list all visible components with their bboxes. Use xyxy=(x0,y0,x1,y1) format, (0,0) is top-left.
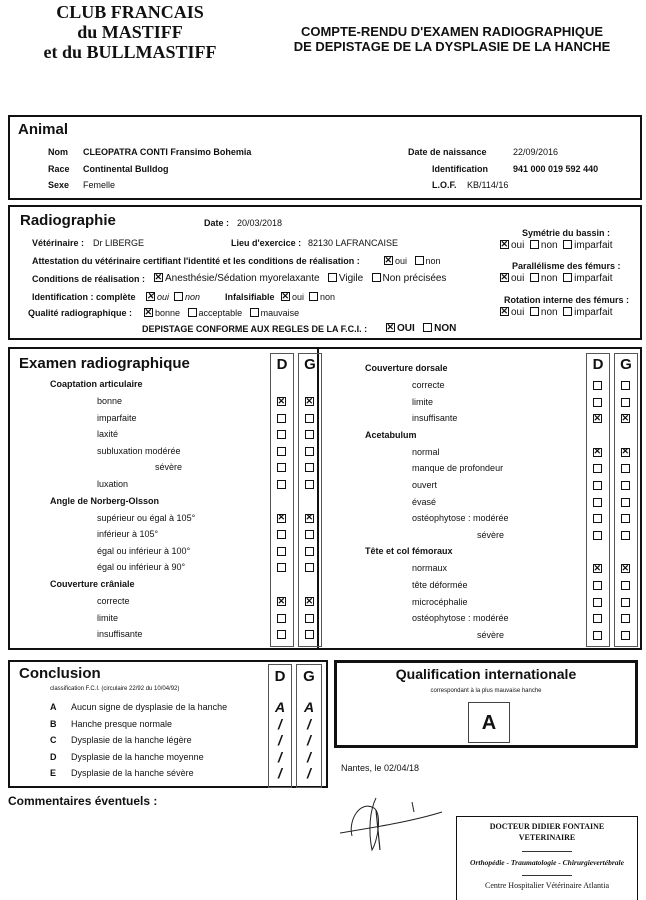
veterinaire-value: Dr LIBERGE xyxy=(93,238,145,248)
conclusion-label: Aucun signe de dysplasie de la hanche xyxy=(71,702,228,712)
conclusion-letter: E xyxy=(50,768,57,778)
conditions-label: Conditions de réalisation : xyxy=(32,274,146,284)
exam-checkbox-g[interactable] xyxy=(305,480,314,489)
conditions-anesthesie-checkbox[interactable] xyxy=(154,273,163,282)
radiographie-title: Radiographie xyxy=(20,212,116,229)
conclusion-grade-g: / xyxy=(307,748,311,765)
exam-checkbox-d[interactable] xyxy=(277,480,286,489)
club-line-1: CLUB FRANCAIS xyxy=(56,2,204,22)
qualite-acceptable-checkbox[interactable] xyxy=(188,308,197,317)
infalsifiable-non-checkbox[interactable] xyxy=(309,292,318,301)
infalsifiable-oui-label: oui xyxy=(292,292,305,302)
qualification-section xyxy=(334,660,638,748)
qualification-grade: A xyxy=(468,702,510,743)
symetrie-non-label: non xyxy=(540,240,558,251)
symetrie-label: Symétrie du bassin : xyxy=(522,228,611,238)
lof-value: KB/114/16 xyxy=(467,180,509,190)
conditions-non-precisees-label: Non précisées xyxy=(382,273,447,284)
document-title xyxy=(262,24,642,54)
exam-checkbox-d[interactable] xyxy=(593,464,602,473)
exam-checkbox-d[interactable] xyxy=(593,598,602,607)
stamp-divider xyxy=(522,851,572,852)
conclusion-letter: D xyxy=(50,751,57,762)
exam-checkbox-d[interactable] xyxy=(593,631,602,640)
rotation-non-label: non xyxy=(540,307,558,318)
radiographie-section xyxy=(8,205,642,340)
conclusion-subtitle: classification F.C.I. (circulaire 22/92 du 10/04/92) xyxy=(50,686,180,692)
conclusion-section xyxy=(8,660,328,788)
identification-oui-label: oui xyxy=(157,292,170,302)
sexe-label: Sexe xyxy=(48,180,70,190)
conclusion-title: Conclusion xyxy=(19,665,101,682)
depistage-oui-label: OUI xyxy=(397,323,415,334)
exam-checkbox-g[interactable] xyxy=(621,398,630,407)
exam-checkbox-d[interactable] xyxy=(277,514,286,523)
exam-item-label: insuffisante xyxy=(97,629,143,640)
animal-title: Animal xyxy=(18,121,69,138)
group-title: Couverture crâniale xyxy=(50,579,135,589)
exam-checkbox-d[interactable] xyxy=(277,414,286,423)
exam-checkbox-d[interactable] xyxy=(593,448,602,457)
race-label: Race xyxy=(48,164,70,174)
exam-checkbox-g[interactable] xyxy=(621,531,630,540)
exam-item-label: correcte xyxy=(97,596,130,606)
conclusion-grade-d: / xyxy=(278,748,282,765)
depistage-non-checkbox[interactable] xyxy=(423,323,432,332)
conclusion-grade-d: / xyxy=(278,715,282,732)
animal-section xyxy=(8,115,642,200)
attestation-label: Attestation du vétérinaire certifiant l'identité et les conditions de réalisation : xyxy=(32,256,360,266)
conditions-vigile-checkbox[interactable] xyxy=(328,273,337,282)
exam-item-label: ouvert xyxy=(412,480,438,490)
exam-checkbox-d[interactable] xyxy=(593,398,602,407)
conclusion-grade-g: / xyxy=(307,715,311,732)
parallelisme-non-checkbox[interactable] xyxy=(530,273,539,282)
attestation-oui-label: oui xyxy=(395,256,408,266)
symetrie-oui-checkbox[interactable] xyxy=(500,240,509,249)
exam-item-label: insuffisante xyxy=(412,413,458,424)
exam-checkbox-g[interactable] xyxy=(305,397,314,406)
exam-item-label: microcéphalie xyxy=(412,596,468,607)
stamp-specialty: Orthopédie - Traumatologie - Chirurgievertébrale xyxy=(470,858,624,867)
exam-checkbox-g[interactable] xyxy=(621,448,630,457)
title-line-1: COMPTE-RENDU D'EXAMEN RADIOGRAPHIQUE xyxy=(300,24,604,39)
club-line-3: et du BULLMASTIFF xyxy=(43,42,217,62)
exam-checkbox-g[interactable] xyxy=(621,614,630,623)
veterinaire-label: Vétérinaire : xyxy=(32,238,85,248)
exam-item-label: subluxation modérée xyxy=(97,445,181,456)
lieu-label: Lieu d'exercice : xyxy=(231,238,302,248)
conclusion-label: Dysplasie de la hanche légère xyxy=(71,735,192,745)
conclusion-grade-d: / xyxy=(278,765,282,781)
rotation-label: Rotation interne des fémurs : xyxy=(504,295,630,305)
qualite-mauvaise-label: mauvaise xyxy=(260,308,300,318)
sexe-value: Femelle xyxy=(83,180,116,190)
attestation-non-label: non xyxy=(425,256,441,266)
attestation-oui-checkbox[interactable] xyxy=(384,256,393,265)
exam-checkbox-g[interactable] xyxy=(305,447,314,456)
rotation-imparfait-checkbox[interactable] xyxy=(563,307,572,316)
identification-options xyxy=(146,292,200,302)
exam-checkbox-d[interactable] xyxy=(277,447,286,456)
stamp-title: VETERINAIRE xyxy=(518,833,576,842)
depistage-options xyxy=(386,323,456,334)
exam-item-label: égal ou inférieur à 100° xyxy=(97,545,191,556)
examen-section xyxy=(8,347,642,650)
exam-checkbox-d[interactable] xyxy=(277,630,286,639)
exam-item-label: supérieur ou égal à 105° xyxy=(97,512,196,523)
veterinarian-stamp xyxy=(456,816,638,900)
date-label: Date : xyxy=(204,218,230,228)
conclusion-letter: C xyxy=(50,735,57,745)
exam-checkbox-g[interactable] xyxy=(621,414,630,423)
parallelisme-imparfait-checkbox[interactable] xyxy=(563,273,572,282)
exam-item-label: bonne xyxy=(97,396,123,406)
exam-checkbox-g[interactable] xyxy=(621,381,630,390)
exam-checkbox-d[interactable] xyxy=(277,563,286,572)
conclusion-label: Dysplasie de la hanche sévère xyxy=(71,768,194,778)
exam-checkbox-g[interactable] xyxy=(621,481,630,490)
identification-non-label: non xyxy=(185,292,201,302)
exam-checkbox-d[interactable] xyxy=(277,530,286,539)
race-value: Continental Bulldog xyxy=(83,164,169,174)
examen-title: Examen radiographique xyxy=(19,355,190,372)
conclusion-letter: B xyxy=(50,718,57,729)
exam-checkbox-g[interactable] xyxy=(305,530,314,539)
exam-item-label: luxation xyxy=(97,479,129,489)
depistage-non-label: NON xyxy=(434,323,457,334)
parallelisme-options xyxy=(500,273,613,284)
right-g-header: G xyxy=(620,356,632,373)
conclusion-grade-g: A xyxy=(303,699,315,715)
identification-label: Identification xyxy=(432,164,488,174)
right-d-header: D xyxy=(592,356,604,373)
conditions-vigile-label: Vigile xyxy=(338,273,364,284)
conditions-anesthesie-label: Anesthésie/Sédation myorelaxante xyxy=(165,273,320,284)
exam-item-label: limite xyxy=(412,396,434,407)
conclusion-grade-g: / xyxy=(307,765,311,781)
qualite-label: Qualité radiographique : xyxy=(28,308,133,318)
exam-item-label: évasé xyxy=(412,496,437,507)
stamp-divider-2 xyxy=(522,875,572,876)
lof-label: L.O.F. xyxy=(432,180,457,190)
exam-item-label: ostéophytose : modérée xyxy=(412,613,509,624)
parallelisme-label: Parallélisme des fémurs : xyxy=(512,261,621,271)
stamp-clinic: Centre Hospitalier Vétérinaire Atlantia xyxy=(484,881,610,890)
parallelisme-oui-label: oui xyxy=(511,273,525,284)
attestation-non-checkbox[interactable] xyxy=(415,256,424,265)
symetrie-imparfait-label: imparfait xyxy=(574,240,613,251)
conclusion-grade-d: / xyxy=(278,732,282,748)
group-title: Acetabulum xyxy=(365,429,417,440)
exam-checkbox-d[interactable] xyxy=(593,614,602,623)
exam-checkbox-g[interactable] xyxy=(305,463,314,472)
exam-item-label: tête déformée xyxy=(412,580,468,590)
infalsifiable-non-label: non xyxy=(320,292,336,302)
place-date: Nantes, le 02/04/18 xyxy=(341,763,420,773)
qualite-mauvaise-checkbox[interactable] xyxy=(250,308,259,317)
attestation-options xyxy=(384,256,441,266)
qualification-title: Qualification internationale xyxy=(395,666,577,682)
identification-value: 941 000 019 592 440 xyxy=(513,164,599,174)
symetrie-imparfait-checkbox[interactable] xyxy=(563,240,572,249)
exam-checkbox-g[interactable] xyxy=(305,414,314,423)
exam-checkbox-d[interactable] xyxy=(593,381,602,390)
qualite-bonne-checkbox[interactable] xyxy=(144,308,153,317)
symetrie-non-checkbox[interactable] xyxy=(530,240,539,249)
conclusion-label: Hanche presque normale xyxy=(71,718,173,729)
parallelisme-imparfait-label: imparfait xyxy=(574,273,613,284)
conclusion-letter: A xyxy=(50,702,57,712)
group-title: Tête et col fémoraux xyxy=(365,546,453,557)
exam-checkbox-d[interactable] xyxy=(593,581,602,590)
qualite-options xyxy=(144,308,299,318)
exam-checkbox-d[interactable] xyxy=(277,597,286,606)
exam-checkbox-g[interactable] xyxy=(305,547,314,556)
conditions-non-precisees-checkbox[interactable] xyxy=(372,273,381,282)
rotation-options xyxy=(500,307,613,318)
rotation-imparfait-label: imparfait xyxy=(574,307,613,318)
exam-checkbox-d[interactable] xyxy=(277,397,286,406)
naissance-value: 22/09/2016 xyxy=(513,147,559,157)
exam-checkbox-g[interactable] xyxy=(621,598,630,607)
exam-item-label: correcte xyxy=(412,380,445,390)
signature xyxy=(330,790,460,860)
conclusion-label: Dysplasie de la hanche moyenne xyxy=(71,751,204,762)
exam-item-label: laxité xyxy=(97,429,119,440)
exam-checkbox-g[interactable] xyxy=(305,430,314,439)
group-title: Couverture dorsale xyxy=(365,363,448,373)
conclusion-g-header: G xyxy=(303,668,315,685)
exam-item-label: sévère xyxy=(477,629,505,640)
depistage-label: DEPISTAGE CONFORME AUX REGLES DE LA F.C.I. : xyxy=(142,324,368,334)
identification-complete-label: Identification : complète xyxy=(32,292,136,302)
title-line-2: DE DEPISTAGE DE LA DYSPLASIE DE LA HANCHE xyxy=(293,39,611,54)
exam-checkbox-g[interactable] xyxy=(305,563,314,572)
qualite-bonne-label: bonne xyxy=(155,308,181,318)
exam-checkbox-g[interactable] xyxy=(621,564,630,573)
conclusion-grade-g: / xyxy=(307,732,311,748)
club-line-2: du MASTIFF xyxy=(77,22,183,42)
exam-checkbox-d[interactable] xyxy=(277,430,286,439)
exam-item-label: normal xyxy=(412,446,440,457)
lieu-value: 82130 LAFRANCAISE xyxy=(308,238,399,248)
qualite-acceptable-label: acceptable xyxy=(198,308,243,318)
infalsifiable-label: Infalsifiable xyxy=(225,292,275,302)
rotation-oui-label: oui xyxy=(511,307,525,318)
identification-non-checkbox[interactable] xyxy=(174,292,183,301)
exam-checkbox-d[interactable] xyxy=(277,463,286,472)
conclusion-d-header: D xyxy=(274,668,286,685)
infalsifiable-oui-checkbox[interactable] xyxy=(281,292,290,301)
exam-item-label: sévère xyxy=(477,529,505,540)
group-title: Coaptation articulaire xyxy=(50,379,143,389)
exam-checkbox-g[interactable] xyxy=(305,614,314,623)
nom-value: CLEOPATRA CONTI Fransimo Bohemia xyxy=(83,147,252,157)
exam-checkbox-d[interactable] xyxy=(277,547,286,556)
group-title: Angle de Norberg-Olsson xyxy=(50,495,160,506)
rotation-non-checkbox[interactable] xyxy=(530,307,539,316)
conditions-options xyxy=(154,273,446,284)
exam-checkbox-g[interactable] xyxy=(621,464,630,473)
exam-checkbox-g[interactable] xyxy=(305,597,314,606)
exam-checkbox-g[interactable] xyxy=(621,631,630,640)
symetrie-oui-label: oui xyxy=(511,240,525,251)
exam-item-label: inférieur à 105° xyxy=(97,529,159,540)
exam-item-label: manque de profondeur xyxy=(412,463,504,474)
qualification-subtitle: correspondant à la plus mauvaise hanche xyxy=(430,688,542,694)
infalsifiable-options xyxy=(281,292,335,302)
rotation-oui-checkbox[interactable] xyxy=(500,307,509,316)
exam-item-label: ostéophytose : modérée xyxy=(412,513,509,524)
exam-item-label: imparfaite xyxy=(97,412,137,423)
exam-checkbox-d[interactable] xyxy=(277,614,286,623)
exam-checkbox-d[interactable] xyxy=(593,531,602,540)
parallelisme-non-label: non xyxy=(540,273,558,284)
stamp-name: DOCTEUR DIDIER FONTAINE xyxy=(489,822,605,831)
left-d-header: D xyxy=(276,356,288,373)
exam-checkbox-g[interactable] xyxy=(305,514,314,523)
symetrie-options xyxy=(500,240,613,251)
exam-item-label: normaux xyxy=(412,563,448,574)
exam-item-label: limite xyxy=(97,612,119,623)
left-g-header: G xyxy=(304,356,316,373)
exam-checkbox-g[interactable] xyxy=(621,581,630,590)
conclusion-grade-d: A xyxy=(274,699,286,715)
exam-checkbox-d[interactable] xyxy=(593,564,602,573)
exam-checkbox-d[interactable] xyxy=(593,514,602,523)
exam-checkbox-d[interactable] xyxy=(593,414,602,423)
parallelisme-oui-checkbox[interactable] xyxy=(500,273,509,282)
exam-item-label: égal ou inférieur à 90° xyxy=(97,562,186,573)
exam-checkbox-g[interactable] xyxy=(621,498,630,507)
depistage-oui-checkbox[interactable] xyxy=(386,323,395,332)
exam-checkbox-d[interactable] xyxy=(593,498,602,507)
exam-checkbox-d[interactable] xyxy=(593,481,602,490)
exam-checkbox-g[interactable] xyxy=(621,514,630,523)
naissance-label: Date de naissance xyxy=(408,147,487,157)
exam-item-label: sévère xyxy=(155,462,183,473)
identification-oui-checkbox[interactable] xyxy=(146,292,155,301)
date-value: 20/03/2018 xyxy=(237,218,283,228)
exam-checkbox-g[interactable] xyxy=(305,630,314,639)
club-name xyxy=(30,2,230,62)
nom-label: Nom xyxy=(48,147,68,157)
comments-label: Commentaires éventuels : xyxy=(8,794,158,808)
